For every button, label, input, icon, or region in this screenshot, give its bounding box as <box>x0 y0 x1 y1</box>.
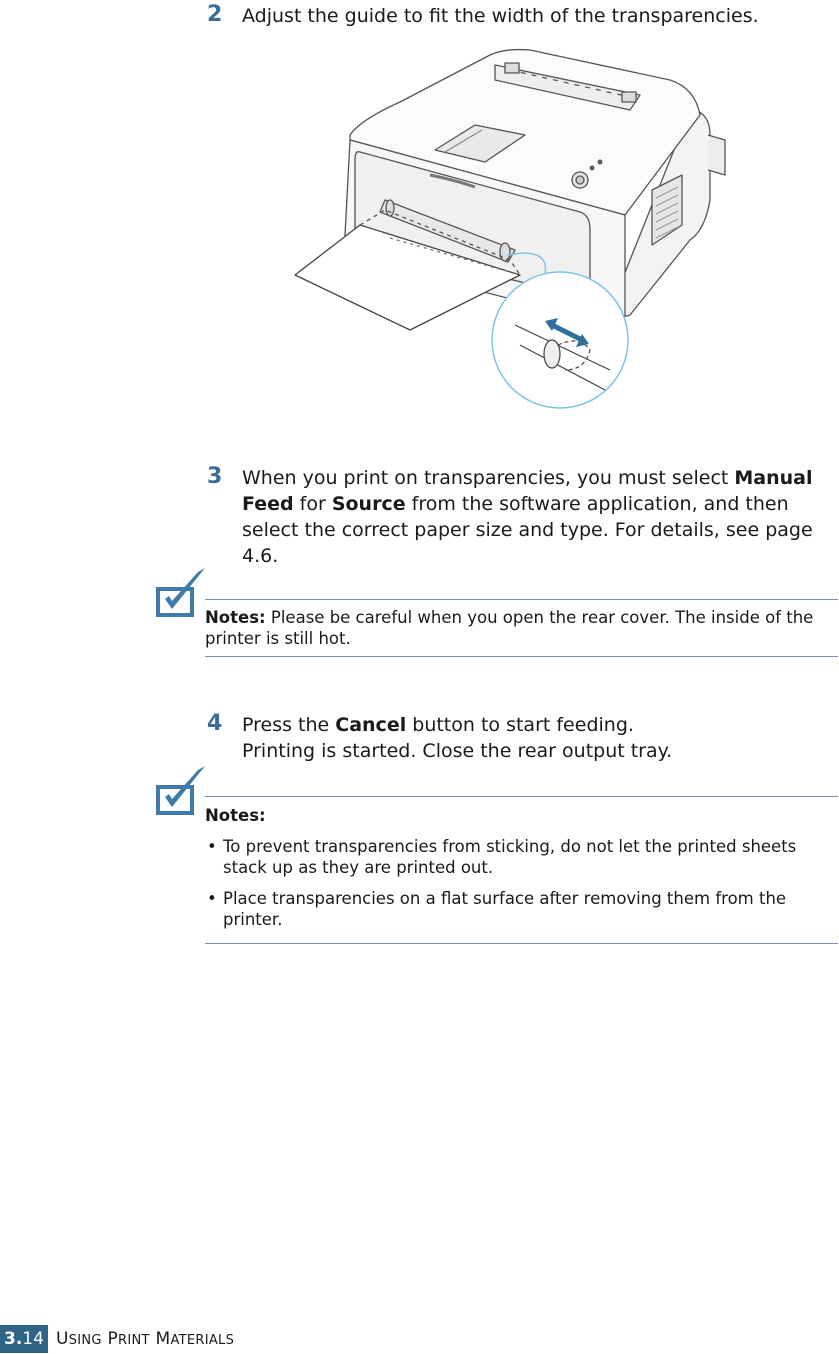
note-rear-cover <box>205 599 838 657</box>
rear-connector <box>708 135 725 175</box>
step-3 <box>207 464 833 574</box>
printer-manual-feed-illustration <box>290 40 730 440</box>
manual-feed-term: Manual Feed <box>242 467 813 515</box>
step-text: When you print on transparencies, you must select Manual Feed for Source from the software application, and then select the correct paper size and type. For details, see page 4.6. <box>242 467 813 567</box>
section-title: USING PRINT MATERIALS <box>55 1329 235 1349</box>
list-item: • Place transparencies on a flat surface after removing them from the printer. <box>205 888 838 930</box>
paper-guide-left <box>386 200 394 216</box>
note-label: Notes: <box>205 806 266 825</box>
source-term: Source <box>331 493 406 515</box>
rear-guide-left <box>505 63 519 73</box>
rear-guide-right <box>622 92 636 102</box>
step-4 <box>207 711 833 771</box>
cancel-term: Cancel <box>335 714 407 736</box>
step-number: 2 <box>207 2 223 27</box>
check-note-icon <box>150 563 206 619</box>
step-text: Adjust the guide to fit the width of the transparencies. <box>242 5 759 27</box>
list-item: • To prevent transparencies from sticking, do not let the printed sheets stack up as they are printed out. <box>205 836 838 878</box>
step-text-line2: Printing is started. Close the rear output tray. <box>242 740 673 762</box>
step-number: 3 <box>207 464 223 489</box>
note-list <box>205 836 838 930</box>
step-text: Press the Cancel button to start feeding. Printing is started. Close the rear output tray. <box>242 714 673 762</box>
paper-guide-right <box>500 243 510 261</box>
step-number: 4 <box>207 711 223 736</box>
page-number: 3. 14 <box>0 1325 48 1353</box>
note-text: Please be careful when you open the rear cover. The inside of the printer is still hot. <box>205 608 814 648</box>
page-footer <box>0 1325 400 1353</box>
check-note-icon <box>150 761 206 817</box>
note-label: Notes: <box>205 608 266 627</box>
note-transparency-tips <box>205 796 838 944</box>
